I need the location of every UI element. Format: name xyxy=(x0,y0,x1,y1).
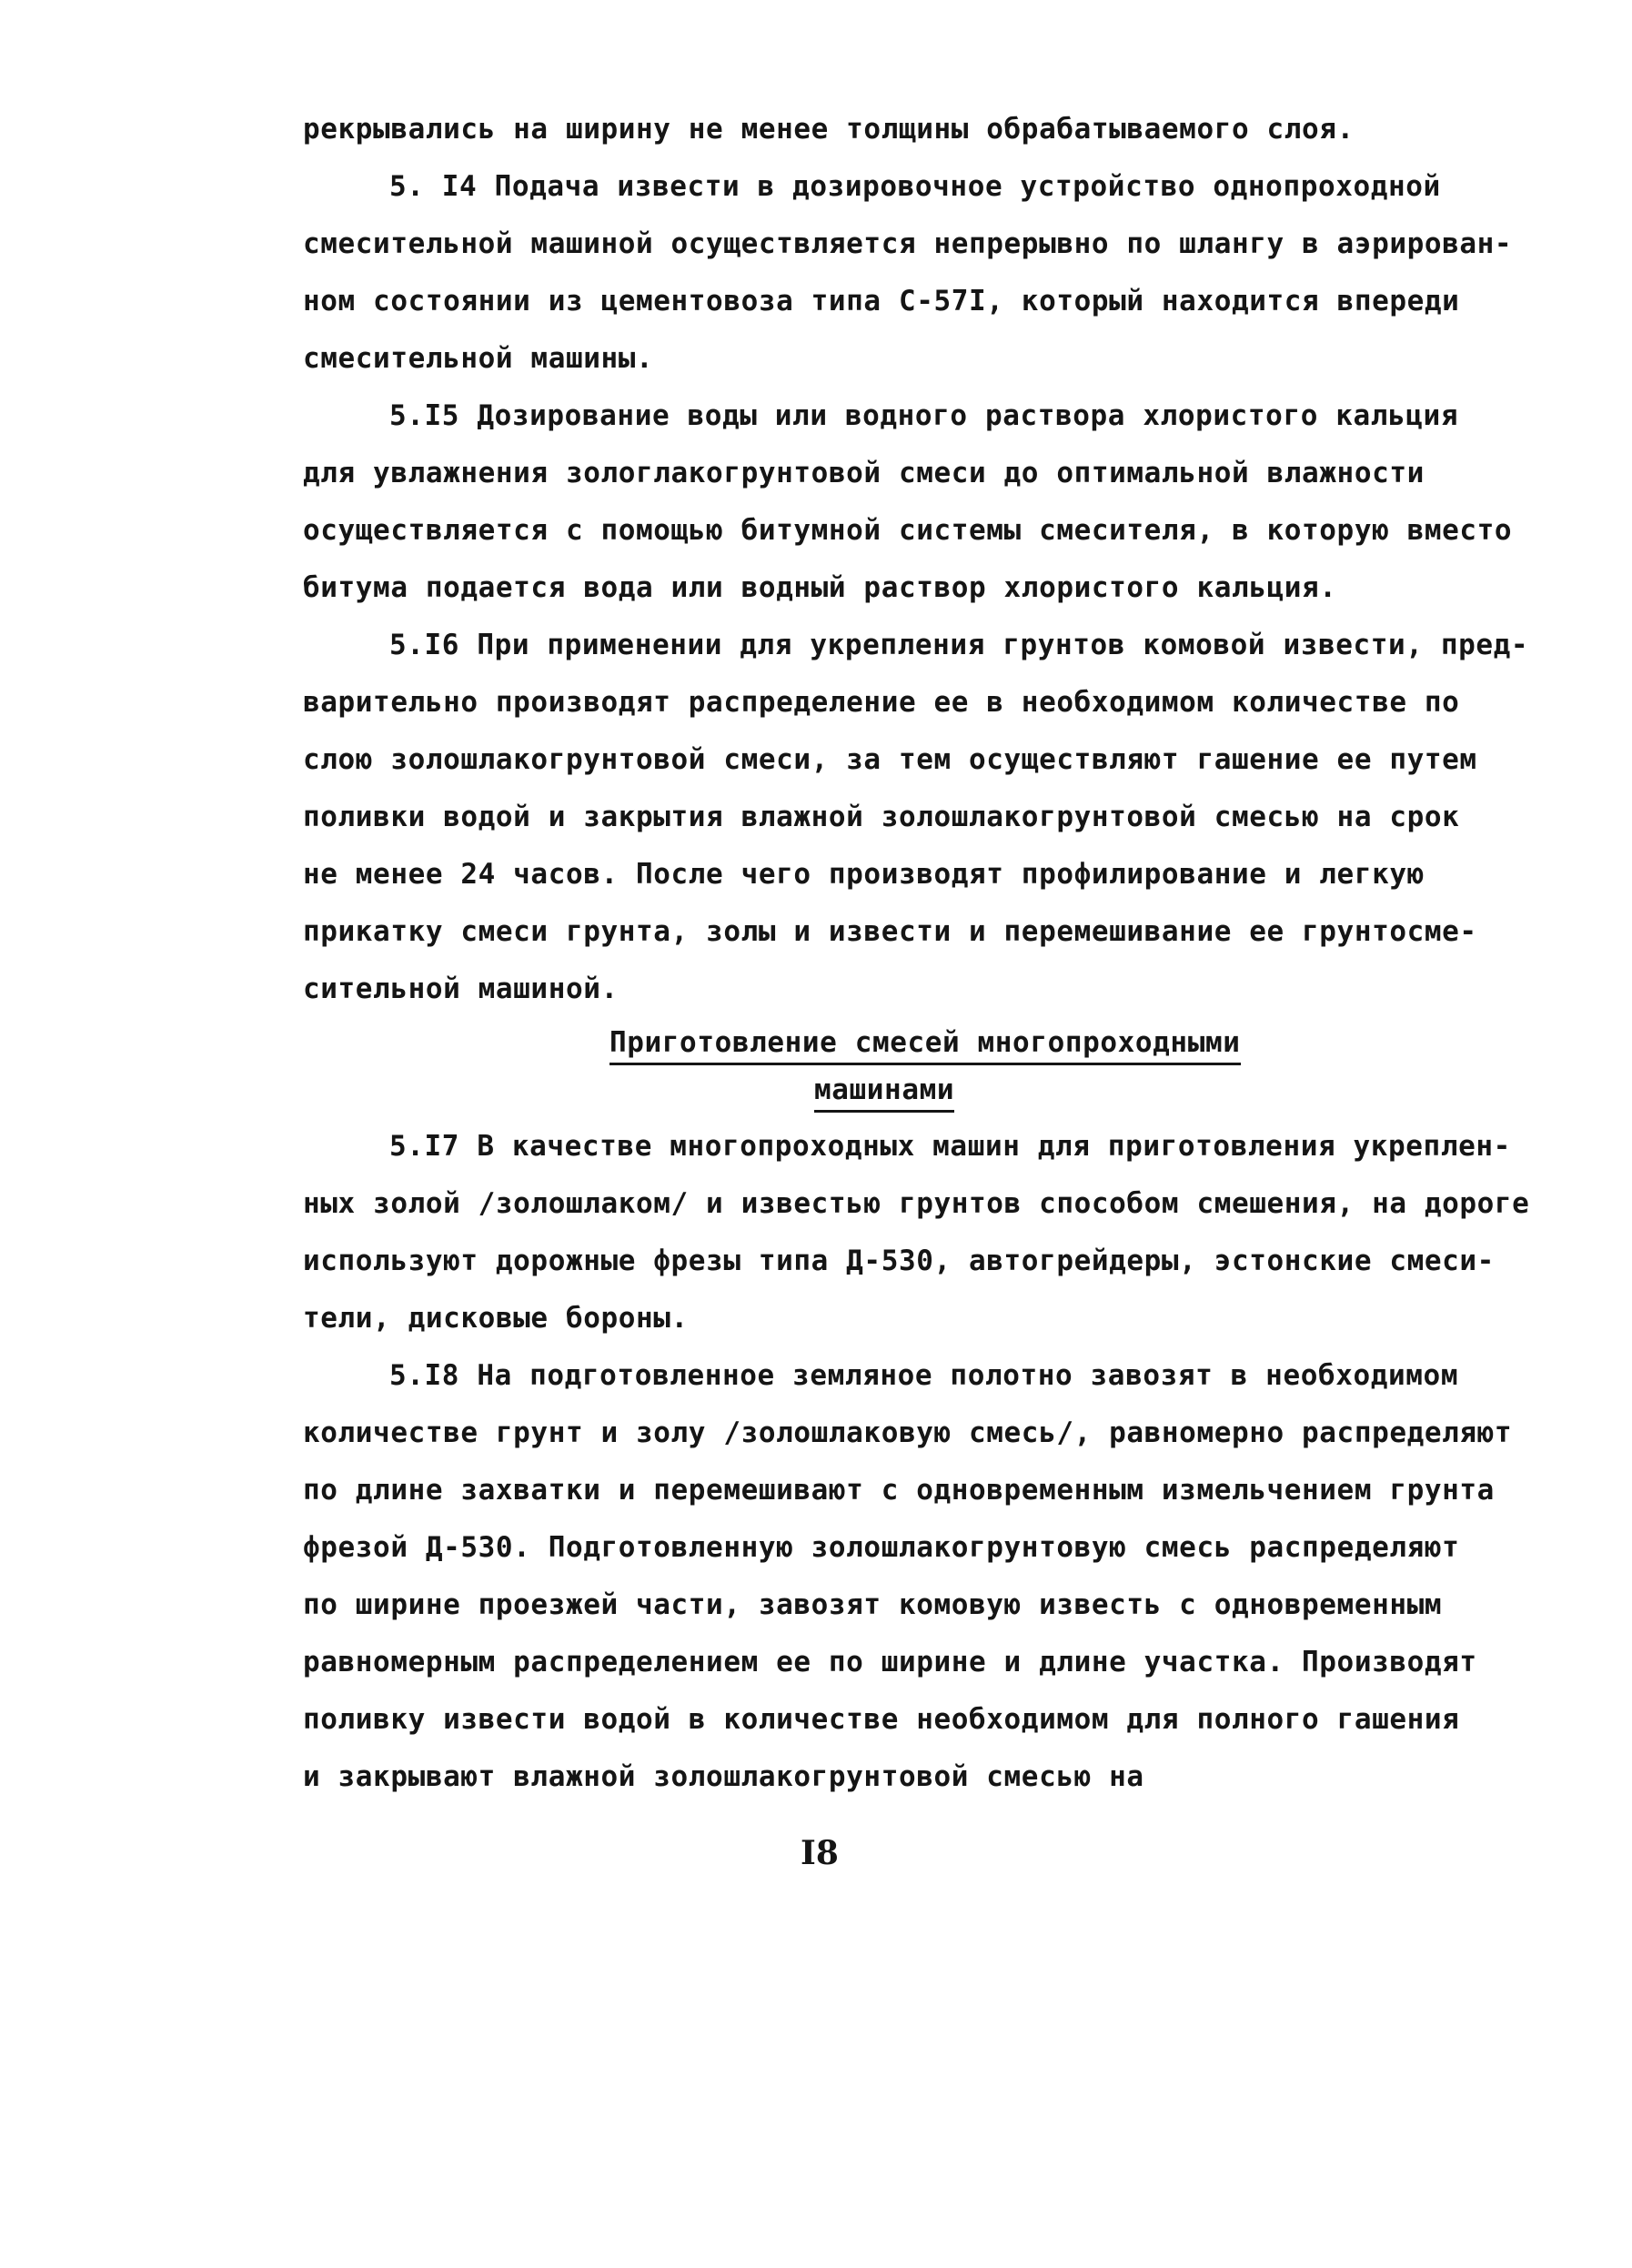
text-line: 5.I6 При применении для укрепления грунтов комовой извести, пред- xyxy=(389,629,1529,661)
text-line: осуществляется с помощью битумной системы смесителя, в которую вместо xyxy=(303,514,1513,547)
section-heading-line-2: машинами xyxy=(814,1072,954,1113)
text-line: битума подается вода или водный раствор хлористого кальция. xyxy=(303,571,1337,604)
section-heading-line-1: Приготовление смесей многопроходными xyxy=(609,1024,1241,1065)
text-line: по ширине проезжей части, завозят комовую известь с одновременным xyxy=(303,1588,1443,1621)
text-line: 5.I5 Дозирование воды или водного раствора хлористого кальция xyxy=(389,399,1459,432)
text-line: сительной машиной. xyxy=(303,973,619,1005)
text-line: 5.I7 В качестве многопроходных машин для приготовления укреплен- xyxy=(389,1130,1511,1163)
text-line: поливки водой и закрытия влажной золошлакогрунтовой смесью на срок xyxy=(303,801,1460,833)
text-line: и закрывают влажной золошлакогрунтовой смесью на xyxy=(303,1760,1144,1793)
text-line: ных золой /золошлаком/ и известью грунтов способом смешения, на дороге xyxy=(303,1187,1530,1220)
text-line: рекрывались на ширину не менее толщины обрабатываемого слоя. xyxy=(303,113,1355,146)
text-line: прикатку смеси грунта, золы и извести и перемешивание ее грунтосме- xyxy=(303,915,1477,948)
text-line: 5. I4 Подача извести в дозировочное устройство однопроходной xyxy=(389,170,1441,203)
text-line: 5.I8 На подготовленное земляное полотно завозят в необходимом xyxy=(389,1359,1459,1392)
text-line: количестве грунт и золу /золошлаковую смесь/, равномерно распределяют xyxy=(303,1416,1513,1449)
page-number: I8 xyxy=(801,1834,839,1872)
text-line: тели, дисковые бороны. xyxy=(303,1302,689,1335)
text-line: варительно производят распределение ее в необходимом количестве по xyxy=(303,686,1460,719)
text-line: смесительной машиной осуществляется непрерывно по шлангу в аэрирован- xyxy=(303,227,1513,260)
text-line: используют дорожные фрезы типа Д-530, автогрейдеры, эстонские смеси- xyxy=(303,1245,1495,1277)
text-line: ном состоянии из цементовоза типа С-57I, который находится впереди xyxy=(303,285,1460,318)
text-line: слою золошлакогрунтовой смеси, за тем осуществляют гашение ее путем xyxy=(303,743,1477,776)
text-line: смесительной машины. xyxy=(303,342,654,375)
text-line: для увлажнения зологлакогрунтовой смеси до оптимальной влажности xyxy=(303,457,1425,489)
text-line: равномерным распределением ее по ширине и длине участка. Производят xyxy=(303,1646,1477,1678)
text-line: не менее 24 часов. После чего производят профилирование и легкую xyxy=(303,858,1425,891)
text-line: по длине захватки и перемешивают с одновременным измельчением грунта xyxy=(303,1474,1495,1507)
text-line: фрезой Д-530. Подготовленную золошлакогрунтовую смесь распределяют xyxy=(303,1531,1460,1564)
text-line: поливку извести водой в количестве необходимом для полного гашения xyxy=(303,1703,1460,1736)
